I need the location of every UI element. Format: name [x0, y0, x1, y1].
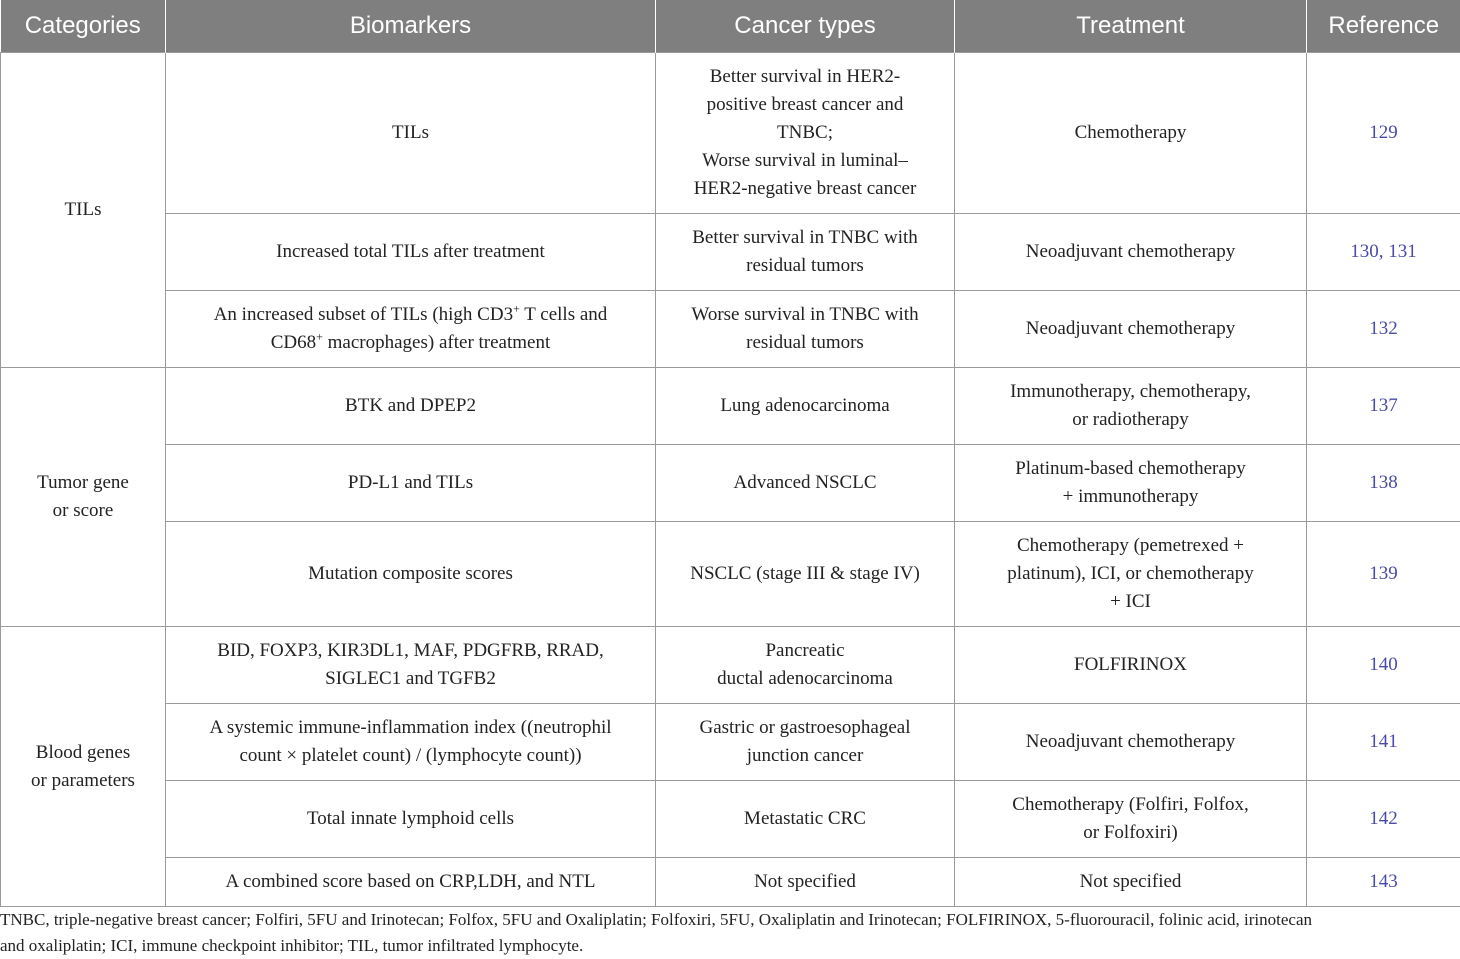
- table-footnote: TNBC, triple-negative breast cancer; Folfiri, 5FU and Irinotecan; Folfox, 5FU and Oxaliplatin; Folfoxiri, 5FU, Oxaliplatin and Irinotecan; FOLFIRINOX, 5-fluorouracil, folinic acid, irinotecan and oxaliplatin; ICI, immune checkpoint inhibitor; TIL, tumor infiltrated lymphocyte.: [0, 910, 1312, 955]
- header-reference: Reference: [1307, 0, 1460, 53]
- cancer-type-cell: Metastatic CRC: [656, 781, 955, 858]
- cancer-type-cell: Lung adenocarcinoma: [656, 368, 955, 445]
- treatment-cell: Immunotherapy, chemotherapy, or radiotherapy: [955, 368, 1307, 445]
- reference-link[interactable]: 141: [1307, 704, 1460, 781]
- biomarker-cell: BID, FOXP3, KIR3DL1, MAF, PDGFRB, RRAD, SIGLEC1 and TGFB2: [166, 627, 656, 704]
- biomarker-cell: PD-L1 and TILs: [166, 445, 656, 522]
- table-row: [1, 522, 1460, 627]
- biomarker-cell: Mutation composite scores: [166, 522, 656, 627]
- treatment-cell: Neoadjuvant chemotherapy: [955, 704, 1307, 781]
- treatment-cell: Neoadjuvant chemotherapy: [955, 291, 1307, 368]
- treatment-cell: Chemotherapy (Folfiri, Folfox, or Folfoxiri): [955, 781, 1307, 858]
- table-row: [1, 214, 1460, 291]
- biomarker-cell: A combined score based on CRP,LDH, and NTL: [166, 858, 656, 907]
- treatment-cell: Neoadjuvant chemotherapy: [955, 214, 1307, 291]
- biomarker-cell: A systemic immune-inflammation index ((neutrophil count × platelet count) / (lymphocyte count)): [166, 704, 656, 781]
- cancer-type-cell: Better survival in TNBC with residual tumors: [656, 214, 955, 291]
- table-row: [1, 291, 1460, 368]
- cancer-type-cell: Pancreatic ductal adenocarcinoma: [656, 627, 955, 704]
- table-row: [1, 781, 1460, 858]
- reference-link[interactable]: 140: [1307, 627, 1460, 704]
- reference-link[interactable]: 143: [1307, 858, 1460, 907]
- treatment-cell: Not specified: [955, 858, 1307, 907]
- reference-link[interactable]: 129: [1307, 53, 1460, 214]
- table-row: [1, 445, 1460, 522]
- category-cell-tumor-gene: Tumor gene or score: [1, 368, 166, 627]
- treatment-cell: FOLFIRINOX: [955, 627, 1307, 704]
- treatment-cell: Chemotherapy (pemetrexed + platinum), ICI, or chemotherapy + ICI: [955, 522, 1307, 627]
- biomarker-cell: TILs: [166, 53, 656, 214]
- table-row: [1, 858, 1460, 907]
- reference-link[interactable]: 130, 131: [1307, 214, 1460, 291]
- table-row: [1, 53, 1460, 214]
- table-header-row: [1, 0, 1460, 53]
- header-biomarkers: Biomarkers: [166, 0, 656, 53]
- table-row: [1, 368, 1460, 445]
- cancer-type-cell: Advanced NSCLC: [656, 445, 955, 522]
- table-row: [1, 627, 1460, 704]
- reference-link[interactable]: 138: [1307, 445, 1460, 522]
- biomarker-cell: Total innate lymphoid cells: [166, 781, 656, 858]
- treatment-cell: Chemotherapy: [955, 53, 1307, 214]
- category-cell-tils: TILs: [1, 53, 166, 368]
- biomarker-cell: BTK and DPEP2: [166, 368, 656, 445]
- header-categories: Categories: [1, 0, 166, 53]
- cancer-type-cell: Better survival in HER2- positive breast cancer and TNBC; Worse survival in luminal– HER2-negative breast cancer: [656, 53, 955, 214]
- biomarker-cell: Increased total TILs after treatment: [166, 214, 656, 291]
- header-treatment: Treatment: [955, 0, 1307, 53]
- reference-link[interactable]: 142: [1307, 781, 1460, 858]
- cancer-type-cell: Gastric or gastroesophageal junction cancer: [656, 704, 955, 781]
- biomarker-cell: An increased subset of TILs (high CD3+ T cells and CD68+ macrophages) after treatment: [166, 291, 656, 368]
- cancer-type-cell: NSCLC (stage III & stage IV): [656, 522, 955, 627]
- reference-link[interactable]: 139: [1307, 522, 1460, 627]
- reference-link[interactable]: 132: [1307, 291, 1460, 368]
- cancer-type-cell: Not specified: [656, 858, 955, 907]
- header-cancer-types: Cancer types: [656, 0, 955, 53]
- category-cell-blood: Blood genes or parameters: [1, 627, 166, 907]
- reference-link[interactable]: 137: [1307, 368, 1460, 445]
- cancer-type-cell: Worse survival in TNBC with residual tumors: [656, 291, 955, 368]
- treatment-cell: Platinum-based chemotherapy + immunotherapy: [955, 445, 1307, 522]
- table-row: [1, 704, 1460, 781]
